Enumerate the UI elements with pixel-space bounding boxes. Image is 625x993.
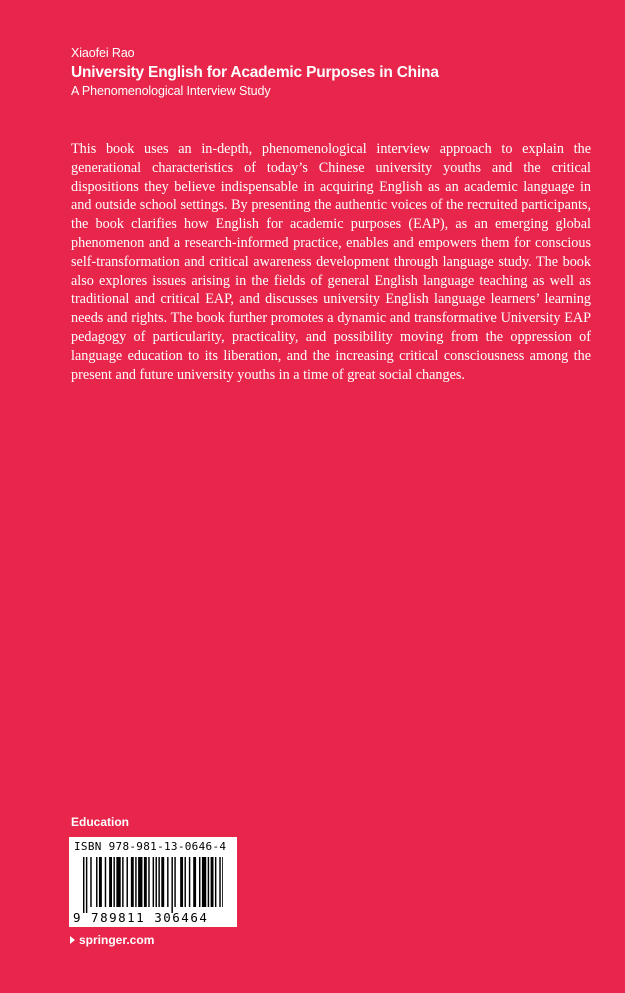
publisher-website[interactable] (70, 932, 154, 948)
author-name: Xiaofei Rao (71, 46, 135, 60)
barcode-bar (189, 857, 190, 907)
barcode-bar (199, 857, 200, 907)
barcode-bar (105, 857, 106, 907)
barcode-bar (90, 857, 91, 907)
barcode-bar (215, 857, 216, 907)
barcode-bar (122, 857, 123, 907)
barcode-bar (116, 857, 120, 907)
book-subtitle: A Phenomenological Interview Study (71, 84, 271, 98)
barcode-bars (83, 857, 223, 913)
barcode-bar (185, 857, 186, 907)
barcode-bar (158, 857, 159, 907)
barcode-bar (131, 857, 134, 907)
barcode-bar (99, 857, 102, 907)
barcode-bar (171, 857, 172, 913)
website-text: springer.com (79, 933, 155, 947)
barcode-bar (144, 857, 147, 907)
barcode-bar (135, 857, 136, 907)
isbn-barcode (69, 837, 237, 927)
barcode-bar (153, 857, 154, 907)
isbn-label: ISBN 978-981-13-0646-4 (74, 840, 227, 853)
barcode-bar (127, 857, 128, 907)
barcode-bar (222, 857, 223, 907)
book-title: University English for Academic Purposes in China (71, 64, 439, 81)
barcode-bar (148, 857, 149, 907)
book-description: This book uses an in-depth, phenomenological interview approach to explain the generational characteristics of today’s Chinese university youths and the critical dispositions they believe indispensable in acquiring English as an academic language in and outside school settings. By presenting the authentic voices of the recruited participants, the book clarifies how English for academic purposes (EAP), as an emerging global phenomenon and a research-informed practice, enables and empowers them for conscious self-transformation and critical awareness development through language study. The book also explores issues arising in the fields of general English language teaching as well as traditional and critical EAP, and discusses university English language learners’ learning needs and rights. The book further promotes a dynamic and transformative University EAP pedagogy of particularity, practicality, and possibility moving from the oppression of language education to its liberation, and the increasing critical consciousness among the present and future university youths in a time of great social changes. (71, 141, 591, 383)
barcode-digits: 9 789811 306464 (73, 910, 209, 925)
barcode-bar (86, 857, 87, 913)
barcode-bar (138, 857, 142, 907)
barcode-bar (156, 857, 157, 907)
barcode-bar (211, 857, 214, 907)
subject-category: Education (71, 815, 130, 829)
barcode-bar (83, 857, 84, 913)
arrow-right-icon (70, 936, 75, 944)
barcode-bar (174, 857, 175, 907)
barcode-bar (113, 857, 114, 907)
barcode-bar (219, 857, 220, 907)
barcode-bar (193, 857, 196, 907)
barcode-bar (180, 857, 183, 907)
barcode-bar (208, 857, 209, 907)
barcode-bar (109, 857, 112, 907)
barcode-bar (96, 857, 97, 907)
barcode-bar (202, 857, 206, 907)
barcode-bar (161, 857, 164, 907)
barcode-bar (167, 857, 168, 907)
cover-header (71, 46, 591, 99)
